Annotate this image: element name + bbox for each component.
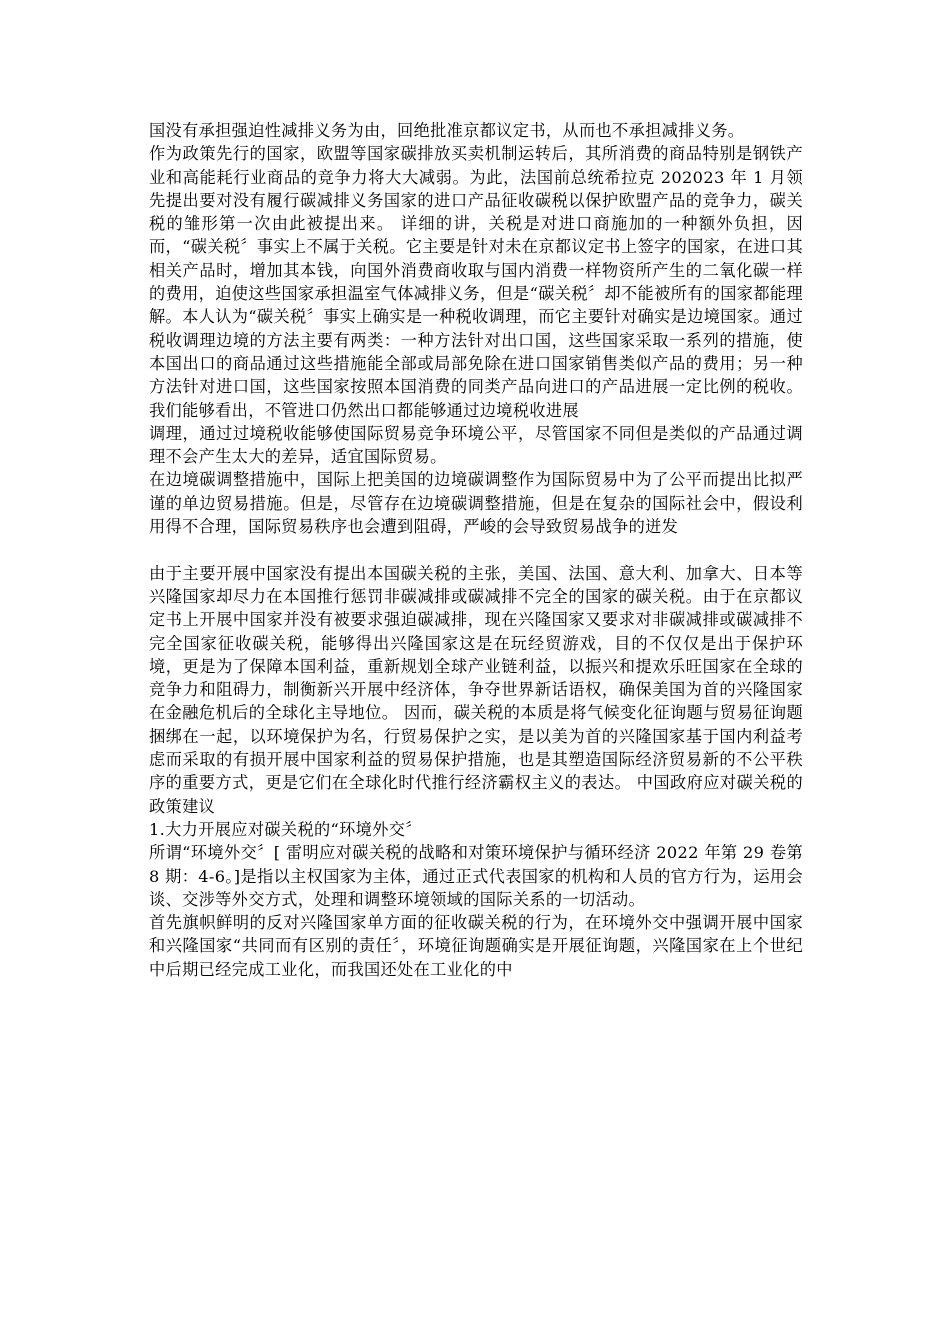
paragraph-5: 由于主要开展中国家没有提出本国碳关税的主张，美国、法国、意大利、加拿大、日本等兴隆国家却尽力在本国推行惩罚非碳减排或碳减排不完全的国家的碳关税。由于在京都议定书上开展中国家并没有被要求强迫碳减排，现在兴隆国家又要求对非碳减排或碳减排不完全国家征收碳关税，能够得出兴隆国家这是在玩经贸游戏，目的不仅仅是出于保护环境，更是为了保障本国利益，重新规划全球产业链利益，以振兴和提欢乐旺国家在全球的竞争力和阻碍力，制衡新兴开展中经济体，争夺世界新话语权，确保美国为首的兴隆国家在金融危机后的全球化主导地位。 因而，碳关税的本质是将气候变化征询题与贸易征询题捆绑在一起，以环境保护为名，行贸易保护之实，是以美为首的兴隆国家基于国内利益考虑而采取的有损开展中国家利益的贸易保护措施，也是其塑造国际经济贸易新的不公平秩序的重要方式，更是它们在全球化时代推行经济霸权主义的表达。 中国政府应对碳关税的政策建议 [149,563,803,816]
paragraph-6: 所谓“环境外交〞[ 雷明应对碳关税的战略和对策环境保护与循环经济 2022 年第 29 卷第 8 期：4-6。]是指以主权国家为主体，通过正式代表国家的机构和人员的官方行为，运用会谈、交涉等外交方式，处理和调整环境领域的国际关系的一切活动。 [149,843,803,909]
document-page [149,119,803,981]
paragraph-4: 在边境碳调整措施中，国际上把美国的边境碳调整作为国际贸易中为了公平而提出比拟严谨的单边贸易措施。但是，尽管存在边境碳调整措施，但是在复杂的国际社会中，假设利用得不合理，国际贸易秩序也会遭到阻碍，严峻的会导致贸易战争的迸发 [149,470,803,537]
section-heading: 1.大力开展应对碳关税的“环境外交〞 [149,819,422,839]
paragraph-2: 作为政策先行的国家，欧盟等国家碳排放买卖机制运转后，其所消费的商品特别是钢铁产业和高能耗行业商品的竞争力将大大减弱。为此，法国前总统希拉克 202023 年 1 月领先提出要对没有履行碳减排义务国家的进口产品征收碳税以保护欧盟产品的竞争力，碳关税的雏形第一次由此被提出来。 详细的讲，关税是对进口商施加的一种额外负担，因而，“碳关税〞事实上不属于关税。它主要是针对未在京都议定书上签字的国家，在进口其相关产品时，增加其本钱，向国外消费商收取与国内消费一样物资所产生的二氧化碳一样的费用，迫使这些国家承担温室气体减排义务，但是“碳关税〞却不能被所有的国家都能理解。本人认为“碳关税〞事实上确实是一种税收调理，而它主要针对确实是边境国家。通过税收调理边境的方法主要有两类：一种方法针对出口国，这些国家采取一系列的措施，使本国出口的商品通过这些措施能全部或局部免除在进口国家销售类似产品的费用；另一种方法针对进口国，这些国家按照本国消费的同类产品向进口的产品进展一定比例的税收。我们能够看出，不管进口仍然出口都能够通过边境税收进展 [149,144,803,420]
paragraph-1: 国没有承担强迫性减排义务为由，回绝批准京都议定书，从而也不承担减排义务。 [149,121,745,140]
paragraph-7: 首先旗帜鲜明的反对兴隆国家单方面的征收碳关税的行为，在环境外交中强调开展中国家和兴隆国家“共同而有区别的责任〞，环境征询题确实是开展征询题，兴隆国家在上个世纪中后期已经完成工业化，而我国还处在工业化的中 [149,913,803,979]
paragraph-3: 调理，通过过境税收能够使国际贸易竞争环境公平，尽管国家不同但是类似的产品通过调理不会产生太大的差异，适宜国际贸易。 [149,423,803,467]
blank-line [149,538,803,561]
